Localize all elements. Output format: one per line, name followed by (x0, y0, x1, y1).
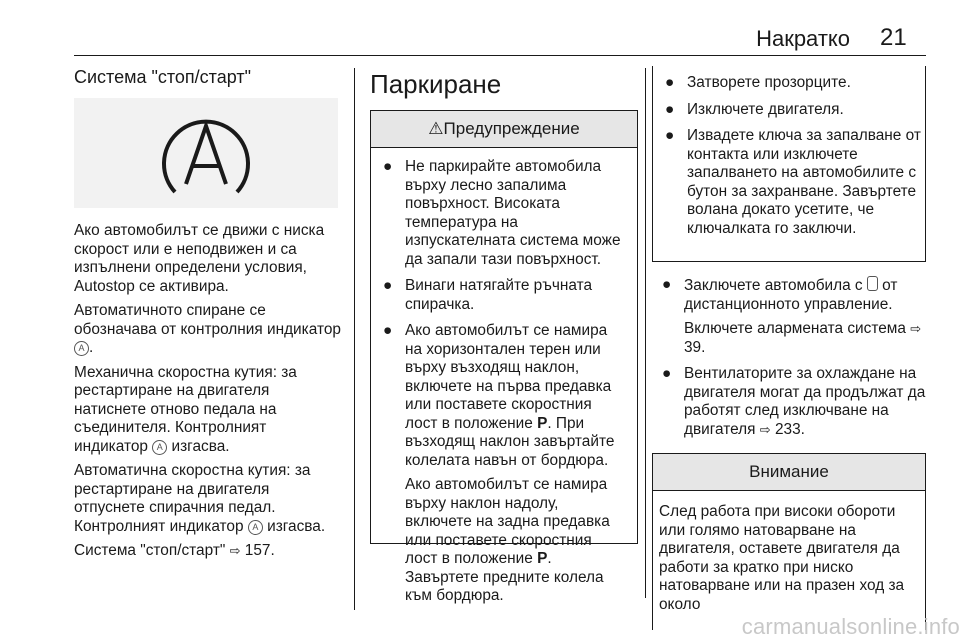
section-subheading: Система "стоп/старт" (74, 67, 251, 87)
column-divider-1 (354, 68, 355, 610)
page-reference[interactable]: 233. (774, 420, 805, 438)
section-heading: Паркиране (370, 69, 502, 99)
warning-header (371, 111, 637, 148)
paragraph-autostop: Ако автомобилът се движи с ниска скорост или е неподвижен и са изпълнени определени условия, Autostop се активира. (74, 222, 325, 295)
list-item: ● Вентилаторите за охлаждане на двигателя могат да продължат да работят след изключване на двигателя ⇨ 233. (662, 365, 926, 438)
bullet-icon: ● (665, 74, 675, 91)
cross-reference-icon: ⇨ (759, 421, 771, 437)
bullet-icon: ● (383, 322, 393, 339)
autostop-a-icon (151, 106, 261, 202)
list-item: ● Винаги натягайте ръчната спирачка. (383, 277, 593, 313)
column-2 (370, 66, 638, 604)
warning-list-continued (663, 74, 925, 238)
bullet-icon: ● (665, 100, 675, 118)
autostop-small-icon: A (152, 440, 167, 455)
bullet-icon: ● (383, 277, 393, 294)
bullet-icon: ● (662, 365, 672, 382)
column-1 (74, 66, 344, 567)
cross-reference-icon: ⇨ (229, 543, 241, 558)
autostop-small-icon: A (248, 520, 263, 535)
cross-reference-icon: ⇨ (910, 321, 922, 336)
paragraph-manual-gearbox: Механична скоростна кутия: за рестартиране на двигателя натиснете отново педала на съединителя. Контролният индикатор A изгасва. (74, 363, 297, 455)
bullet-icon: ● (383, 158, 393, 175)
running-title: Накратко (756, 26, 850, 51)
caution-header: Внимание (653, 454, 925, 491)
warning-box-continued (652, 66, 926, 262)
watermark: carmanualsonline.info (741, 614, 960, 639)
paragraph-indicator: Автоматичното спиране се обозначава от контролния индикатор A . (74, 302, 341, 356)
page-number: 21 (880, 24, 907, 51)
instruction-list (652, 276, 926, 439)
header-rule (74, 55, 926, 56)
warning-list (381, 158, 627, 606)
list-item: ● Затворете прозорците. (665, 74, 851, 91)
list-item: ● Извадете ключа за запалване от контакта или изключете запалването на автомобилите с бутон за захранване. Завъртете волана докато усетите, че ключалката го заключи. (665, 127, 921, 237)
list-item: ● Заключете автомобила с от дистанционното управление. Включете алармената система ⇨ 39. (662, 276, 922, 356)
paragraph-automatic-gearbox: Автоматична скоростна кутия: за рестартиране на двигателя отпуснете спирачния педал. Контролният индикатор A изгасва. (74, 462, 326, 535)
remote-lock-icon (867, 276, 878, 291)
indicator-illustration (74, 98, 338, 208)
column-3 (652, 66, 926, 630)
warning-box (370, 110, 638, 604)
bullet-icon: ● (662, 276, 672, 293)
list-item: ● Изключете двигателя. (665, 100, 844, 118)
page-reference[interactable]: 39. (684, 338, 706, 356)
column-divider-2 (645, 68, 646, 598)
autostop-small-icon: A (74, 341, 89, 356)
paragraph-reference: Система "стоп/старт" ⇨ 157. (74, 542, 275, 559)
bullet-icon: ● (665, 127, 675, 144)
warning-title: Предупреждение (443, 119, 580, 138)
caution-box (652, 453, 926, 630)
warning-triangle-icon: ⚠ (428, 119, 444, 138)
list-item: ● Ако автомобилът се намира на хоризонтален терен или върху възходящ наклон, включете на първа предавка или поставете скоростния лост в положение P. При възходящ наклон завъртайте колелата навън от бордюра. Ако автомобилът се намира върху наклон надолу, включете на задна предавка или поставете скоростния лост в положение P. Завъртете предните колела към бордюра. (383, 322, 615, 604)
page-reference[interactable]: 157. (244, 542, 275, 559)
list-item: ● Не паркирайте автомобила върху лесно запалима повърхност. Високата температура на изпускателната система може да запали тази повърхност. (383, 158, 621, 268)
caution-text: След работа при високи обороти или голямо натоварване на двигателя, оставете двигателя да работи за кратко при ниско натоварване или на празен ход за около (659, 503, 905, 613)
